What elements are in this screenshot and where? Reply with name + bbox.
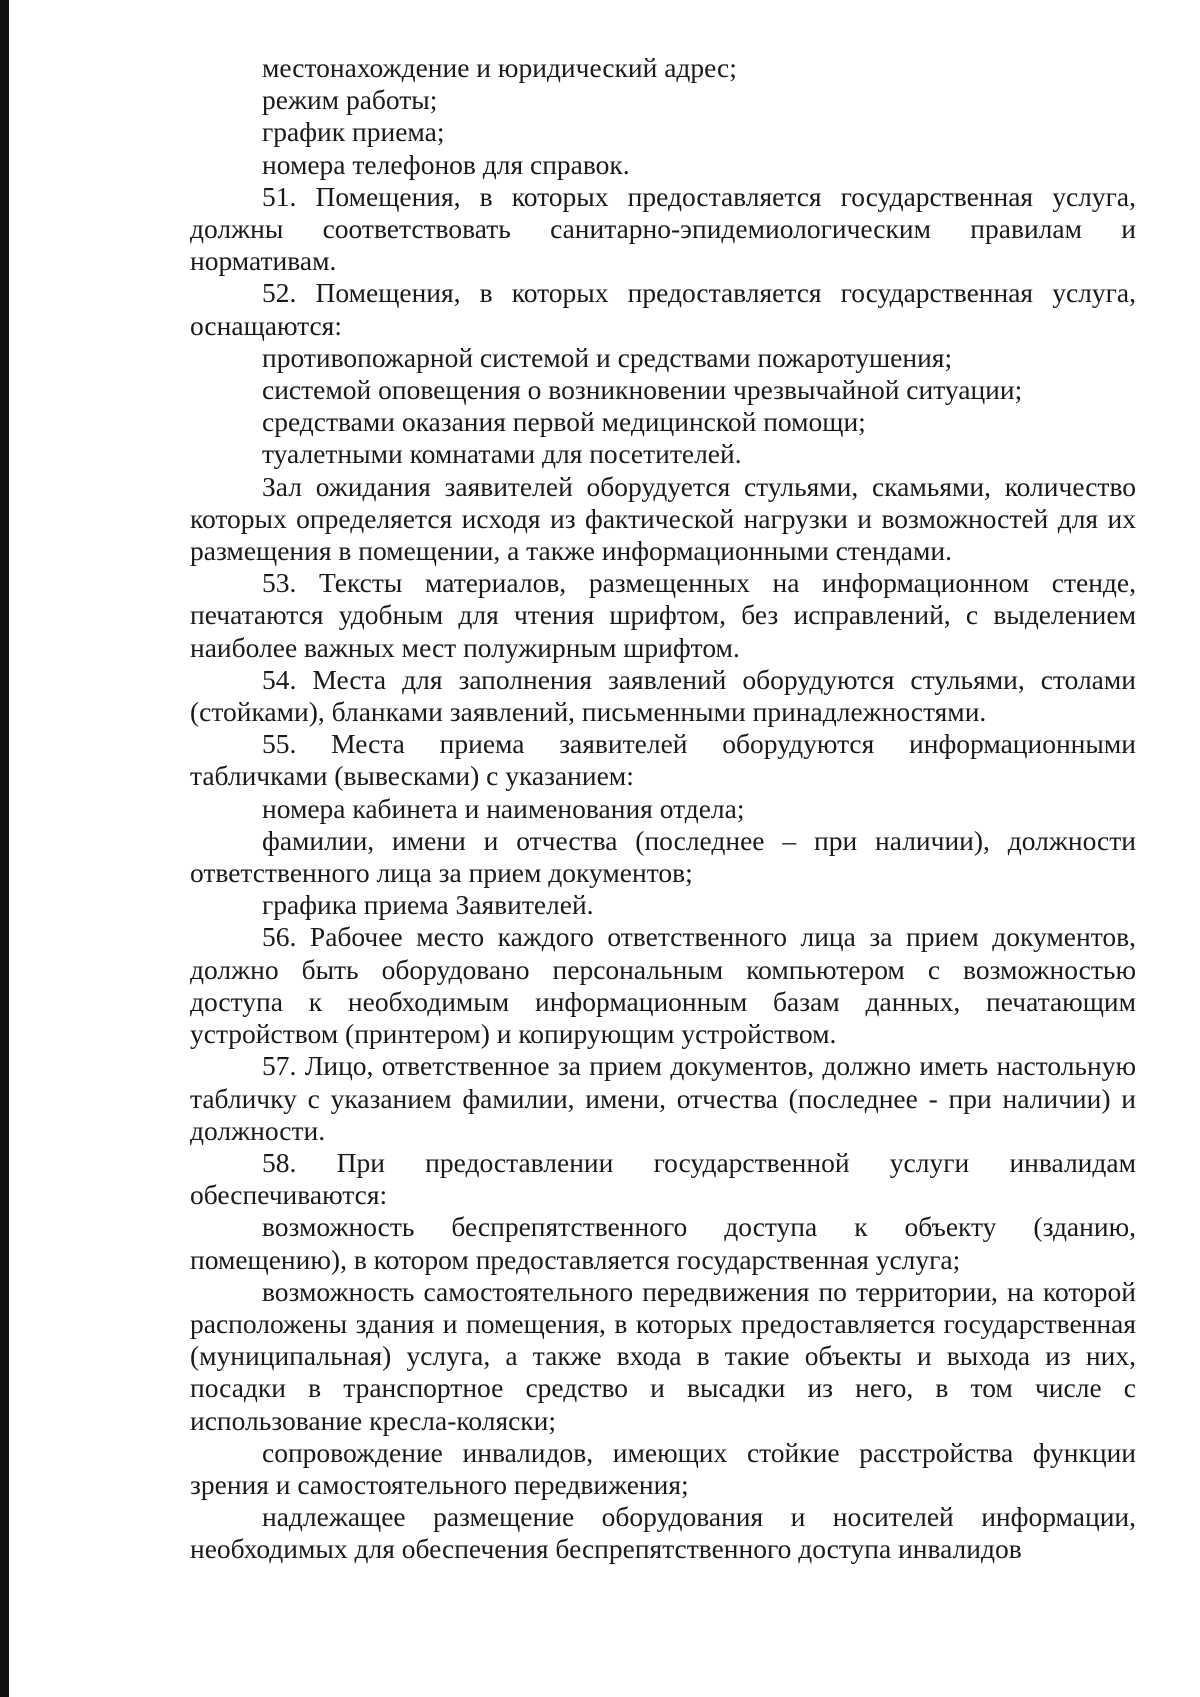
paragraph: фамилии, имени и отчества (последнее – при наличии), должности ответственного лица за прием документов; [190,824,1136,889]
paragraph: средствами оказания первой медицинской помощи; [262,406,866,438]
paragraph: возможность беспрепятственного доступа к объекту (зданию, помещению), в котором предоставляется государственная услуга; [190,1211,1136,1275]
paragraph: Зал ожидания заявителей оборудуется стульями, скамьями, количество которых определяется исходя из фактической нагрузки и возможностей для их размещения в помещении, а также информационными стендами. [190,470,1136,567]
paragraph-51: 51. Помещения, в которых предоставляется государственная услуга, должны соответствовать санитарно-эпидемиологическим правилам и нормативам. [190,180,1136,277]
scan-edge [0,0,9,1697]
paragraph: график приема; [262,116,445,148]
paragraph-54: 54. Места для заполнения заявлений оборудуются стульями, столами (стойками), бланками заявлений, письменными принадлежностями. [190,663,1136,728]
paragraph: системой оповещения о возникновении чрезвычайной ситуации; [262,374,1023,406]
paragraph-55: 55. Места приема заявителей оборудуются информационными табличками (вывесками) с указанием: [190,728,1136,792]
document-body [190,52,1136,1566]
paragraph-56: 56. Рабочее место каждого ответственного лица за прием документов, должно быть оборудовано персональным компьютером с возможностью доступа к необходимым информационным базам данных, печатающим устройством (принтером) и копирующим устройством. [190,921,1136,1050]
paragraph: сопровождение инвалидов, имеющих стойкие расстройства функции зрения и самостоятельного передвижения; [190,1436,1136,1500]
paragraph-57: 57. Лицо, ответственное за прием документов, должно иметь настольную табличку с указанием фамилии, имени, отчества (последнее - при наличии) и должности. [190,1050,1136,1146]
paragraph: номера кабинета и наименования отдела; [262,792,745,824]
paragraph-52: 52. Помещения, в которых предоставляется государственная услуга, оснащаются: [190,277,1136,341]
paragraph-58: 58. При предоставлении государственной услуги инвалидам обеспечиваются: [190,1146,1136,1211]
paragraph: режим работы; [262,84,438,116]
paragraph-53: 53. Тексты материалов, размещенных на информационном стенде, печатаются удобным для чтения шрифтом, без исправлений, с выделением наиболее важных мест полужирным шрифтом. [190,567,1136,663]
paragraph: возможность самостоятельного передвижения по территории, на которой расположены здания и помещения, в которых предоставляется государственная (муниципальная) услуга, а также входа в такие объекты и выхода из них, посадки в транспортное средство и высадки из него, в том числе с использование кресла-коляски; [190,1275,1136,1436]
paragraph: надлежащее размещение оборудования и носителей информации, необходимых для обеспечения беспрепятственного доступа инвалидов [190,1501,1136,1565]
paragraph: туалетными комнатами для посетителей. [262,438,742,470]
paragraph: местонахождение и юридический адрес; [262,52,737,83]
paragraph: графика приема Заявителей. [262,889,594,921]
paragraph: номера телефонов для справок. [262,148,630,180]
paragraph: противопожарной системой и средствами пожаротушения; [262,341,953,373]
